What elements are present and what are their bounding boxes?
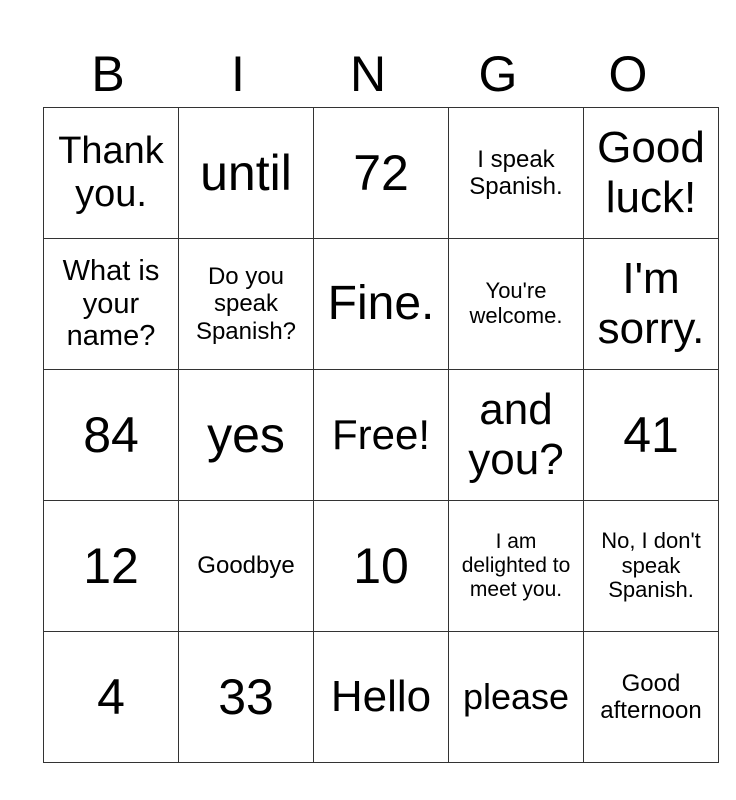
bingo-cell [44, 370, 179, 501]
board-row [44, 108, 719, 239]
bingo-cell [44, 239, 179, 370]
bingo-cell [314, 239, 449, 370]
cell-text: What is your name? [62, 254, 160, 353]
bingo-cell [179, 501, 314, 632]
bingo-cell [449, 632, 584, 763]
cell-text: until [200, 144, 292, 201]
cell-text: 4 [97, 668, 125, 725]
cell-text: Hello [330, 672, 432, 722]
board-row [44, 370, 719, 501]
bingo-header [43, 40, 693, 108]
bingo-cell [449, 501, 584, 632]
bingo-cell [449, 370, 584, 501]
header-letter-g: G [478, 46, 518, 102]
cell-text: 33 [218, 668, 274, 725]
cell-text: and you? [468, 385, 564, 484]
bingo-cell [584, 632, 719, 763]
bingo-cell [179, 108, 314, 239]
bingo-cell [584, 239, 719, 370]
cell-text: I'm sorry. [597, 254, 705, 353]
bingo-cell [449, 108, 584, 239]
bingo-cell [449, 239, 584, 370]
cell-text: Do you speak Spanish? [195, 263, 297, 345]
cell-text: Goodbye [197, 552, 295, 580]
header-letter-b: B [91, 46, 125, 102]
cell-text: yes [207, 406, 285, 463]
header-letter-i: I [231, 46, 245, 102]
cell-text: 72 [353, 144, 409, 201]
cell-text: 12 [83, 537, 139, 594]
cell-text: I speak Spanish. [469, 145, 563, 200]
bingo-cell [314, 632, 449, 763]
cell-text: No, I don't speak Spanish. [601, 527, 701, 603]
bingo-cell [314, 108, 449, 239]
cell-text: please [462, 675, 570, 717]
cell-text: Good afternoon [600, 669, 702, 724]
board-row [44, 501, 719, 632]
bingo-cell [44, 108, 179, 239]
bingo-cell [584, 501, 719, 632]
cell-text: Good luck! [597, 123, 705, 222]
cell-text: You're welcome. [469, 278, 563, 328]
bingo-cell [584, 108, 719, 239]
bingo-cell [44, 632, 179, 763]
board-row [44, 632, 719, 763]
cell-text: 84 [83, 406, 139, 463]
bingo-cell [179, 239, 314, 370]
cell-text: 41 [623, 406, 679, 463]
header-letter-o: O [608, 46, 648, 102]
cell-text: Fine. [327, 276, 435, 330]
bingo-cell [179, 370, 314, 501]
cell-text: 10 [353, 537, 409, 594]
free-space-text: Free! [331, 411, 431, 459]
bingo-cell [44, 501, 179, 632]
header-letter-n: N [349, 46, 387, 102]
board-row [44, 239, 719, 370]
bingo-cell [314, 501, 449, 632]
bingo-board [43, 107, 719, 763]
bingo-cell [179, 632, 314, 763]
bingo-cell [584, 370, 719, 501]
cell-text: Thank you. [58, 130, 164, 215]
free-space-cell [314, 370, 449, 501]
cell-text: I am delighted to meet you. [461, 530, 571, 601]
